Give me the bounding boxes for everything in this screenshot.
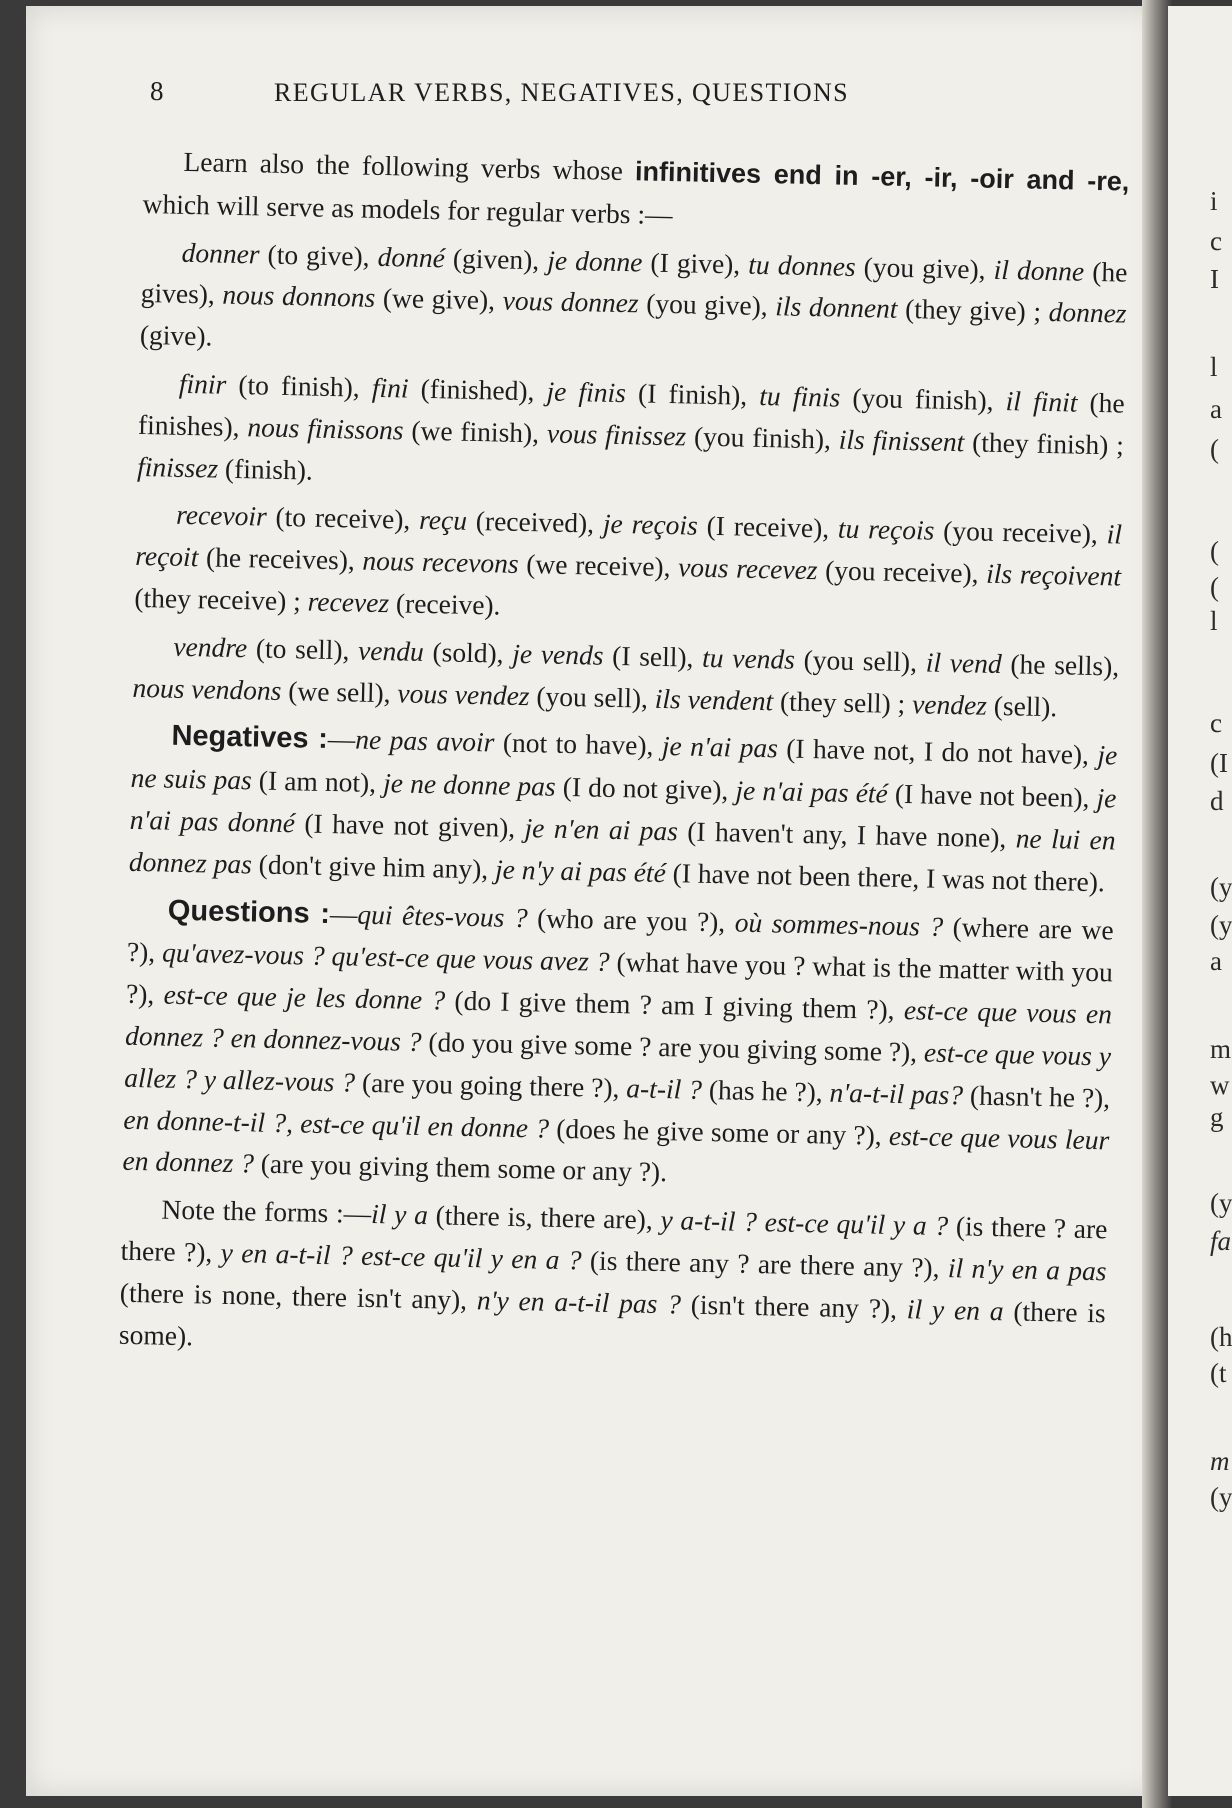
text-run: (not to have), [494, 726, 663, 762]
facing-page-fragment: l [1210, 352, 1218, 382]
facing-page-fragment: a [1210, 946, 1222, 976]
paragraph-donner [139, 231, 1127, 377]
text-run: (is there ? are there ?), [120, 1210, 1108, 1268]
text-run: (you give), [855, 250, 994, 285]
text-run: (you receive), [817, 554, 987, 589]
section-label: Negatives : [171, 720, 329, 756]
french-term: fini [371, 371, 409, 404]
facing-page-fragment: d [1210, 786, 1224, 816]
facing-page-edge [1168, 6, 1232, 1796]
facing-page-fragment: (I [1210, 748, 1228, 778]
french-term: vous vendez [397, 676, 530, 711]
french-term: est-ce que vous y allez ? y allez-vous ? [124, 1036, 1112, 1098]
book-page [26, 6, 1158, 1796]
text-run: (to sell), [246, 632, 359, 666]
french-term: il donne [993, 253, 1085, 287]
text-run: (to receive), [266, 501, 420, 536]
text-run: (they finish) ; [964, 426, 1125, 461]
french-term: finir [178, 367, 227, 400]
text-run: (I finish), [625, 377, 760, 411]
french-term: vous recevez [677, 551, 818, 586]
french-term: je ne donne pas [382, 767, 557, 802]
text-run: (finish). [217, 452, 314, 486]
text-run: (give). [139, 319, 213, 352]
french-term: donner [181, 236, 260, 270]
french-term: a-t-il ? [626, 1072, 703, 1105]
french-term: finissez [136, 450, 219, 484]
french-term: donnez [1048, 296, 1127, 330]
french-term: je vends [511, 637, 604, 671]
french-term: il reçoit [134, 518, 1123, 573]
french-term: vous finissez [546, 417, 687, 452]
french-term: ils finissent [838, 423, 965, 458]
text-run: (don't give him any), [251, 848, 496, 885]
french-term: il n'y en a pas [947, 1252, 1107, 1287]
text-run: (I sell), [603, 639, 703, 673]
french-term: est-ce que vous leur en donnez ? [122, 1119, 1110, 1179]
text-run: (there is none, there isn't any), [119, 1276, 478, 1315]
bold-text: infinitives end in -er, -ir, -oir and -re, [634, 156, 1130, 197]
facing-page-fragment: l [1210, 606, 1218, 636]
body-text [118, 140, 1129, 1382]
french-term: est-ce que vous en donnez ? en donnez-vous ? [124, 994, 1113, 1057]
text-run: (you sell), [529, 679, 656, 714]
facing-page-fragment: (y [1210, 910, 1232, 940]
text-run: (there is, there are), [427, 1199, 661, 1236]
text-run: (you give), [638, 287, 776, 322]
french-term: nous donnons [222, 279, 376, 314]
text-run: — [329, 897, 358, 930]
facing-page-fragment: fa [1210, 1226, 1232, 1256]
text-run: (he receives), [198, 541, 363, 576]
text-run: (I have not been there, I was not there). [665, 856, 1106, 898]
text-run: (he finishes), [137, 386, 1126, 443]
paragraph-negatives [128, 714, 1117, 903]
text-run: (I have not, I do not have), [777, 732, 1098, 771]
text-run: (is there any ? are there any ?), [581, 1244, 949, 1284]
french-term: vendez [911, 687, 988, 721]
text-run: (are you giving them some or any ?). [253, 1147, 668, 1188]
text-run: (I receive), [697, 510, 839, 544]
text-run: (to give), [259, 238, 379, 272]
text-run: (you sell), [794, 643, 927, 678]
text-run: (isn't there any ?), [680, 1288, 908, 1324]
french-term: recevez [307, 585, 390, 619]
paragraph-note [119, 1188, 1108, 1376]
text-run: (they receive) ; [134, 581, 309, 617]
text-run: (we receive), [518, 548, 679, 583]
french-term: n'y en a-t-il pas ? [476, 1283, 682, 1320]
facing-page-fragment: m [1210, 1446, 1230, 1476]
facing-page-fragment: m [1210, 1034, 1232, 1064]
facing-page-fragment: g [1210, 1102, 1224, 1132]
french-term: je reçois [602, 508, 699, 542]
text-run: (I do not give), [555, 770, 736, 806]
french-term: tu donnes [748, 248, 857, 282]
text-run: (we sell), [281, 674, 398, 708]
text-run: (do I give them ? am I giving them ?), [444, 984, 905, 1026]
text-run: (you finish), [839, 381, 1007, 417]
text-run: (we give), [374, 282, 504, 316]
facing-page-fragment: ( [1210, 572, 1219, 602]
french-term: tu vends [701, 641, 796, 675]
text-run: (do you give some ? are you giving some ?), [421, 1025, 925, 1068]
french-term: vendu [357, 634, 425, 667]
text-run: (we finish), [403, 414, 548, 449]
text-run: (you finish), [685, 420, 840, 455]
paragraph-questions [122, 888, 1114, 1202]
text-run: (who are you ?), [527, 901, 736, 938]
text-run: which will serve as models for regular verbs :— [142, 187, 673, 230]
text-run: (he sells), [1001, 647, 1120, 682]
paragraph-intro [142, 140, 1130, 245]
french-term: je n'y ai pas été [494, 853, 667, 888]
paragraph-finir [137, 362, 1125, 508]
french-term: je n'ai pas été [735, 774, 889, 809]
text-run: (given), [444, 241, 548, 276]
paragraph-recevoir [134, 493, 1122, 639]
paragraph-vendre [132, 625, 1120, 729]
french-term: je n'en ai pas [524, 812, 679, 847]
text-run: (you receive), [934, 515, 1108, 550]
text-run: (I give), [642, 246, 749, 280]
facing-page-fragment: a [1210, 394, 1222, 424]
text-run: (they give) ; [897, 293, 1049, 328]
facing-page-fragment: (y [1210, 1482, 1232, 1512]
text-run: (he gives), [140, 255, 1128, 311]
french-term: nous finissons [247, 411, 404, 446]
facing-page-fragment: c [1210, 226, 1222, 256]
french-term: en donne-t-il ?, est-ce qu'il en donne ? [123, 1103, 550, 1144]
french-term: y en a-t-il ? est-ce qu'il y en a ? [220, 1236, 582, 1276]
facing-page-fragment: ( [1210, 434, 1219, 464]
text-run: (to finish), [225, 368, 373, 403]
text-run: (does he give some or any ?), [548, 1112, 890, 1151]
french-term: ils reçoivent [985, 557, 1122, 592]
french-term: tu finis [759, 379, 841, 413]
text-run: (I am not), [251, 764, 384, 799]
text-run: (I haven't any, I have none), [677, 815, 1017, 854]
french-term: il vend [925, 646, 1003, 679]
text-run: (sold), [423, 635, 513, 669]
french-term: vendre [173, 630, 248, 664]
section-label: Questions : [167, 894, 331, 930]
french-term: je n'ai pas donné [129, 782, 1117, 839]
french-term: recevoir [175, 499, 268, 533]
french-term: nous recevons [362, 544, 520, 580]
facing-page-fragment: c [1210, 708, 1222, 738]
text-run: (I have not given), [294, 807, 525, 844]
french-term: je n'ai pas [661, 730, 779, 764]
facing-page-fragment: w [1210, 1070, 1230, 1100]
text-run: (they sell) ; [772, 684, 913, 719]
french-term: je ne suis pas [130, 739, 1118, 796]
french-term: il y a [370, 1198, 429, 1231]
text-run: Learn also the following verbs whose [183, 145, 636, 187]
facing-page-fragment: i [1210, 186, 1218, 216]
text-run: Note the forms :— [161, 1193, 372, 1230]
french-term: je donne [546, 244, 643, 278]
text-run: (sell). [986, 689, 1058, 722]
french-term: qui êtes-vous ? [357, 898, 529, 933]
french-term: reçu [418, 504, 468, 537]
text-run: (where are we ?), [126, 910, 1115, 968]
page-number: 8 [150, 76, 165, 106]
facing-page-fragment: (t [1210, 1358, 1227, 1388]
french-term: y a-t-il ? est-ce qu'il y a ? [660, 1204, 949, 1242]
text-run: — [327, 723, 356, 755]
french-term: tu reçois [837, 512, 935, 547]
french-term: vous donnez [502, 284, 639, 319]
text-run: (I have not been), [887, 777, 1097, 814]
facing-page-fragment: (y [1210, 1188, 1232, 1218]
text-run: (finished), [408, 372, 547, 407]
text-run: (receive). [388, 587, 501, 621]
text-run: (what have you ? what is the matter with you ?), [125, 946, 1114, 1010]
facing-page-fragment: ( [1210, 536, 1219, 566]
text-run: (there is some). [118, 1294, 1107, 1351]
french-term: ne lui en donnez pas [128, 822, 1116, 880]
french-term: qu'avez-vous ? qu'est-ce que vous avez ? [161, 936, 610, 978]
text-run: (received), [466, 505, 604, 540]
facing-page-fragment: I [1210, 264, 1219, 294]
page-header [118, 72, 1038, 112]
text-run: (are you going there ?), [354, 1066, 627, 1104]
french-term: donné [377, 240, 446, 273]
french-term: est-ce que je les donne ? [163, 978, 446, 1016]
facing-page-fragment: (y [1210, 872, 1232, 902]
french-term: je finis [546, 375, 627, 409]
text-run: (hasn't he ?), [962, 1079, 1111, 1114]
french-term: nous vendons [132, 671, 282, 706]
facing-page-fragment: (h [1210, 1322, 1232, 1352]
french-term: ils donnent [774, 290, 898, 325]
french-term: où sommes-nous ? [734, 906, 944, 942]
page-title: REGULAR VERBS, NEGATIVES, QUESTIONS [274, 78, 850, 107]
french-term: n'a-t-il pas? [829, 1076, 964, 1111]
french-term: ils vendent [654, 682, 774, 716]
french-term: il finit [1005, 385, 1078, 418]
text-run: (has he ?), [701, 1073, 830, 1108]
french-term: ne pas avoir [354, 723, 495, 758]
french-term: il y en a [906, 1292, 1004, 1326]
